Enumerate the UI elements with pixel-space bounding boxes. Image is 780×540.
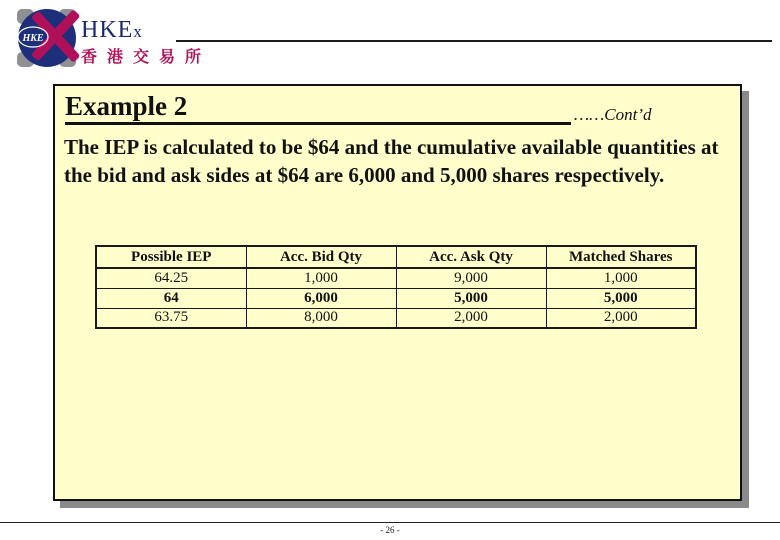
iep-table	[95, 245, 697, 329]
page-number: - 26 -	[380, 525, 400, 535]
cell-acc-ask-qty: 2,000	[396, 308, 546, 328]
cell-acc-ask-qty: 9,000	[396, 268, 546, 288]
column-header-acc-ask-qty: Acc. Ask Qty	[396, 246, 546, 268]
brand-wordmark	[81, 18, 143, 44]
column-header-matched-shares: Matched Shares	[546, 246, 696, 268]
hkex-logo-icon	[12, 6, 82, 70]
cell-matched-shares: 5,000	[546, 288, 696, 308]
column-header-possible-iep: Possible IEP	[96, 246, 246, 268]
contd-label: ……Cont’d	[574, 105, 652, 124]
brand-main-text: HKE	[81, 17, 134, 43]
cell-possible-iep: 63.75	[96, 308, 246, 328]
header-divider	[176, 40, 772, 42]
cell-acc-ask-qty: 5,000	[396, 288, 546, 308]
logo-sphere-text: HKE	[22, 33, 44, 44]
brand-suffix-text: x	[133, 22, 143, 41]
title-row	[65, 91, 651, 125]
table-header-row	[96, 246, 696, 268]
title-underline	[65, 91, 571, 125]
table-row	[96, 268, 696, 288]
footer-divider	[0, 522, 780, 523]
slide-title: Example 2	[65, 91, 188, 121]
cell-acc-bid-qty: 1,000	[246, 268, 396, 288]
cell-possible-iep: 64	[96, 288, 246, 308]
cell-possible-iep: 64.25	[96, 268, 246, 288]
cell-acc-bid-qty: 8,000	[246, 308, 396, 328]
column-header-acc-bid-qty: Acc. Bid Qty	[246, 246, 396, 268]
table-row	[96, 308, 696, 328]
cell-matched-shares: 1,000	[546, 268, 696, 288]
slide-body-text: The IEP is calculated to be $64 and the cumulative available quantities at the bid and ask sides at $64 are 6,000 and 5,000 shares respectively.	[64, 135, 719, 187]
table-row-highlighted	[96, 288, 696, 308]
cell-acc-bid-qty: 6,000	[246, 288, 396, 308]
brand-chinese-text: 香港交易所	[81, 49, 212, 66]
slide-content-box	[53, 84, 742, 501]
cell-matched-shares: 2,000	[546, 308, 696, 328]
